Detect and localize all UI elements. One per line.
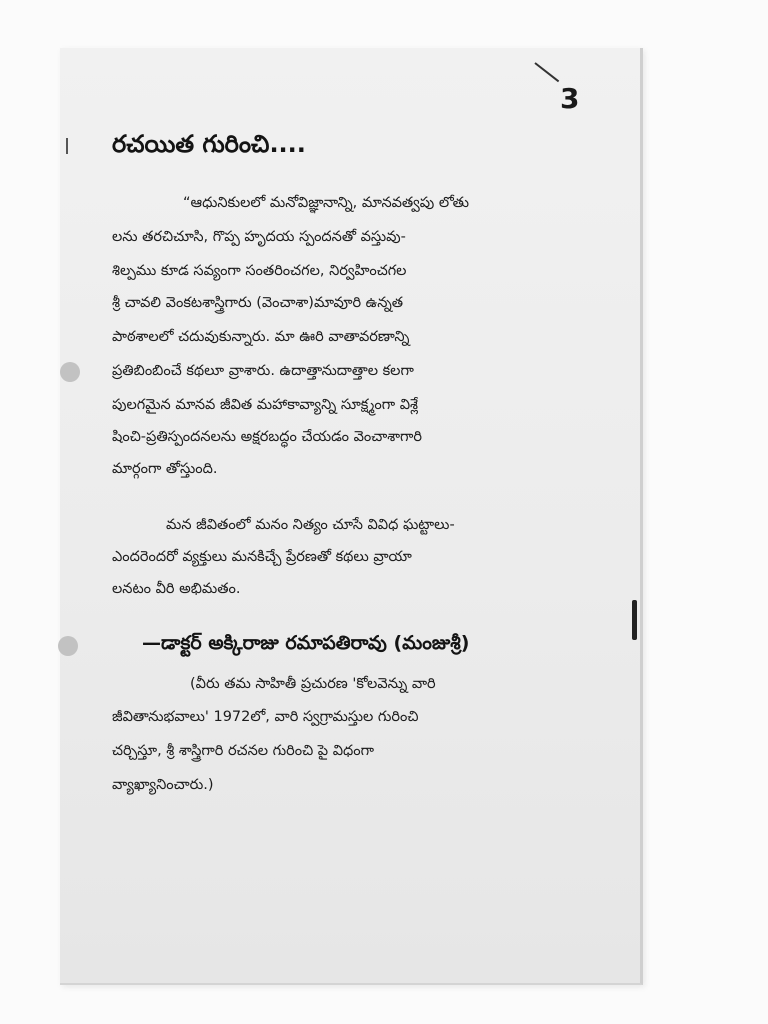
paragraph-line: శ్రీ చావలి వెంకటశాస్త్రిగారు (వెంచాశా)మావూరి ఉన్నత xyxy=(112,295,404,311)
paragraph-line: లను తరచిచూసి, గొప్ప హృదయ స్పందనతో వస్తువు- xyxy=(112,229,406,245)
page-number: 3 xyxy=(560,82,580,115)
page-edge-mark xyxy=(632,600,637,640)
paragraph-line: ఎందరెందరో వ్యక్తులు మనకిచ్చే ప్రేరణతో కథలు వ్రాయా xyxy=(112,549,412,565)
paragraph-line: మన జీవితంలో మనం నిత్యం చూసే వివిధ ఘట్టాలు- xyxy=(166,517,455,533)
paragraph-line: మార్గంగా తోస్తుంది. xyxy=(112,461,218,477)
paragraph-line: షించి-ప్రతిస్పందనలను అక్షరబద్ధం చేయడం వెంచాశాగారి xyxy=(112,429,422,445)
paragraph-line: ప్రతిబింబించే కథలూ వ్రాశారు. ఉదాత్తానుదాత్తాల కలగా xyxy=(112,363,414,379)
paragraph-line: శిల్పము కూడ సవ్యంగా సంతరించగల, నిర్వహించగల xyxy=(112,263,407,279)
paragraph-line: “ఆధునికులలో మనోవిజ్ఞానాన్ని, మానవత్వపు లోతు xyxy=(183,195,469,211)
punch-hole-bottom xyxy=(58,636,78,656)
paragraph-line: పులగమైన మానవ జీవిత మహాకావ్యాన్ని సూక్ష్మంగా విశ్లే xyxy=(112,397,419,413)
punch-hole-top xyxy=(60,362,80,382)
paragraph-line: లనటం వీరి అభిమతం. xyxy=(112,581,241,597)
note-line: (వీరు తమ సాహితీ ప్రచురణ 'కోలవెన్ను వారి xyxy=(190,676,436,692)
paragraph-line: పాఠశాలలో చదువుకున్నారు. మా ఊరి వాతావరణాన్ని xyxy=(112,329,410,345)
margin-tick-mark xyxy=(66,138,68,154)
author-signature: —డాక్టర్ అక్కిరాజు రమాపతిరావు (మంజుశ్రీ) xyxy=(142,632,470,654)
note-line: చర్చిస్తూ, శ్రీ శాస్త్రిగారి రచనల గురించి పై విధంగా xyxy=(112,743,374,759)
page-title: రచయిత గురించి.... xyxy=(112,130,306,158)
note-line: వ్యాఖ్యానించారు.) xyxy=(112,777,214,793)
note-line: జీవితానుభవాలు' 1972లో, వారి స్వగ్రామస్తుల గురించి xyxy=(112,709,419,725)
